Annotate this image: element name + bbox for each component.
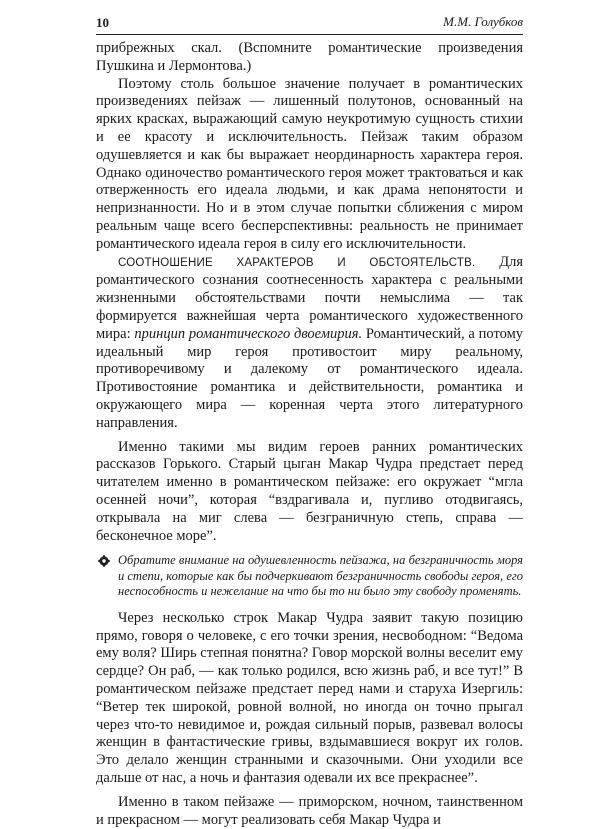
paragraph-text: Романтический, а потому идеальный мир героя противостоит миру реальному, противоречивому и далекому от романтического идеала. Противостояние романтика и действительности, романтика и окружающего мира — коренная черта этого литературного направления. (96, 325, 523, 431)
gear-bullet-icon (98, 555, 110, 567)
margin-note (96, 553, 523, 600)
paragraph-gorky-heroes: Именно такими мы видим героев ранних романтических рассказов Горького. Старый цыган Макар Чудра предстает перед читателем именно в романтическом пейзаже: его окружает “мгла осенней ночи”, которая “вздрагивала и, пугливо отодвигаясь, открывала на миг слева — безграничную степь, справа — бесконечное море”. (96, 438, 523, 544)
page-number: 10 (96, 15, 109, 30)
paragraph-landscape: Поэтому столь большое значение получает в романтических произведениях пейзаж — лишенный полутонов, основанный на ярких красках, выражающий самую неукротимую сущность стихии и ее красоту и исключительность. Пейзаж таким образом одушевляется и как бы выражает неординарность характера героя. Однако одиночество романтического героя может трактоваться и как отверженность его идеала людьми, и как драма непонятости и непризнанности. Но и в этом случае попытки сближения с миром реальным чаще всего бесперспективны: реальность не принимает романтического идеала героя в силу его исключительности. (96, 75, 523, 252)
paragraph-makar-chudra: Через несколько строк Макар Чудра заявит такую позицию прямо, говоря о человеке, с его точки зрения, несвободном: “Ведома ему воля? Ширь степная понятна? Говор морской волны веселит ему сердце? Он раб, — как только родился, всю жизнь раб, и все тут!” В романтическом пейзаже предстает перед нами и старуха Изергиль: “Ветер тек широкой, ровной волной, но иногда он точно прыгал через что-то невидимое и, рождая сильный порыв, развевал волосы женщин в фантастические гривы, вздымавшиеся вокруг их голов. Это делало женщин странными и сказочными. Они уходили все дальше от нас, а ночь и фантазия одевали их все прекраснее”. (96, 609, 523, 786)
paragraph-text: Для романтического сознания соотнесенность характера с реальными жизненными обстоятельствами почти немыслима — так формируется важнейшая черта романтического художественного мира: (96, 253, 523, 342)
body-text (96, 40, 523, 829)
paragraph-characters-circumstances (96, 254, 523, 433)
paragraph-continuation: прибрежных скал. (Вспомните романтические произведения Пушкина и Лермонтова.) (96, 40, 523, 74)
section-run-in-heading: СООТНОШЕНИЕ ХАРАКТЕРОВ И ОБСТОЯТЕЛЬСТВ. (118, 256, 476, 269)
running-author: М.М. Голубков (443, 14, 523, 29)
italic-term: принцип романтического двоемирия. (134, 325, 363, 342)
paragraph-final: Именно в таком пейзаже — приморском, ночном, таинственном и прекрасном — могут реализовать себя Макар Чудра и (96, 793, 523, 828)
running-header (96, 8, 523, 35)
note-text: Обратите внимание на одушевленность пейзажа, на безграничность моря и степи, которые как бы подчеркивают безграничность свободы героя, его неспособность и нежелание на что бы то ни было эту свободу променять. (118, 553, 523, 599)
